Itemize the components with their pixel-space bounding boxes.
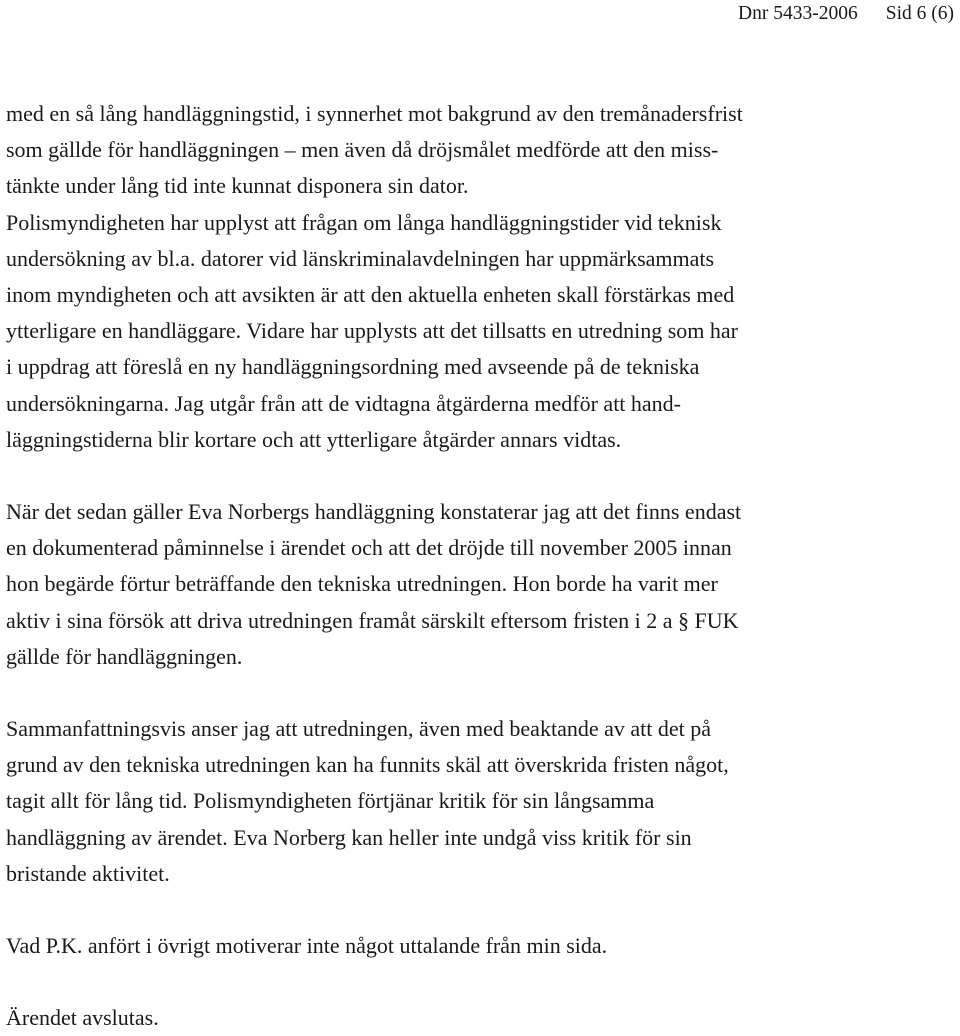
text-line: tänkte under lång tid inte kunnat disponera sin dator. — [6, 173, 469, 199]
text-line: aktiv i sina försök att driva utredningen framåt särskilt eftersom fristen i 2 a § FUK — [6, 607, 739, 633]
text-line: gällde för handläggningen. — [6, 643, 243, 669]
paragraph — [6, 711, 954, 892]
text-line: tagit allt för lång tid. Polismyndigheten förtjänar kritik för sin långsamma — [6, 788, 655, 814]
page-header — [738, 2, 954, 26]
text-line: läggningstiderna blir kortare och att ytterligare åtgärder annars vidtas. — [6, 426, 622, 452]
paragraph — [6, 928, 954, 964]
text-line: bristande aktivitet. — [6, 860, 170, 886]
text-line: med en så lång handläggningstid, i synnerhet mot bakgrund av den tremånadersfrist — [6, 101, 743, 126]
paragraph — [6, 96, 954, 205]
text-line: inom myndigheten och att avsikten är att den aktuella enheten skall förstärkas med — [6, 282, 735, 308]
paragraph — [6, 494, 954, 675]
text-line: som gällde för handläggningen – men även då dröjsmålet medförde att den miss- — [6, 137, 719, 163]
paragraph — [6, 205, 954, 458]
text-line: en dokumenterad påminnelse i ärendet och att det dröjde till november 2005 innan — [6, 535, 732, 561]
document-number: Dnr 5433-2006 — [738, 3, 858, 24]
text-line: handläggning av ärendet. Eva Norberg kan heller inte undgå viss kritik för sin — [6, 824, 692, 850]
text-line: Vad P.K. anfört i övrigt motiverar inte något uttalande från min sida. — [6, 933, 608, 959]
text-line: Ärendet avslutas. — [6, 1005, 159, 1031]
text-line: Polismyndigheten har upplyst att frågan om långa handläggningstider vid teknisk — [6, 209, 722, 235]
text-line: Sammanfattningsvis anser jag att utredningen, även med beaktande av att det på — [6, 716, 711, 742]
page-number: Sid 6 (6) — [885, 3, 954, 24]
text-line: undersökning av bl.a. datorer vid länskriminalavdelningen har uppmärksammats — [6, 245, 715, 271]
document-body — [6, 96, 954, 1036]
text-line: i uppdrag att föreslå en ny handläggningsordning med avseende på de tekniska — [6, 354, 700, 380]
text-line: ytterligare en handläggare. Vidare har upplysts att det tillsatts en utredning som har — [6, 318, 739, 344]
text-line: När det sedan gäller Eva Norbergs handläggning konstaterar jag att det finns endast — [6, 499, 742, 525]
text-line: hon begärde förtur beträffande den tekniska utredningen. Hon borde ha varit mer — [6, 571, 718, 597]
text-line: undersökningarna. Jag utgår från att de vidtagna åtgärderna medför att hand- — [6, 390, 682, 416]
text-line: grund av den tekniska utredningen kan ha funnits skäl att överskrida fristen något, — [6, 752, 729, 778]
